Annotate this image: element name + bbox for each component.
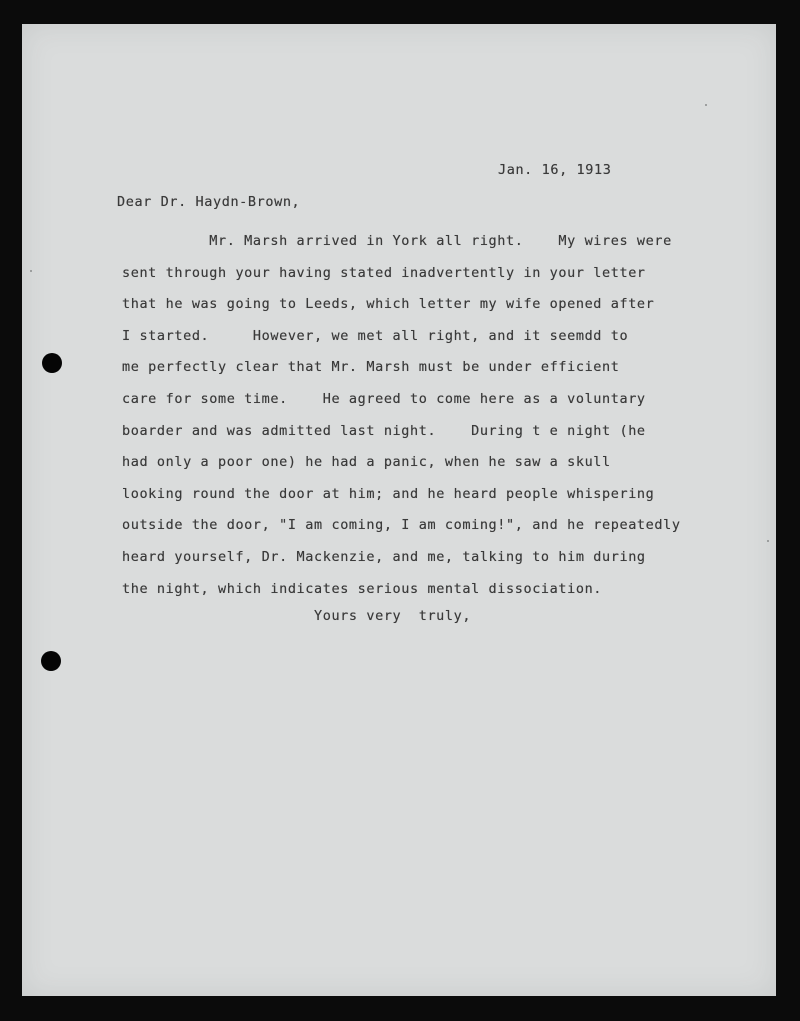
letter-body-line: looking round the door at him; and he heard people whispering: [122, 485, 655, 502]
letter-body-line: that he was going to Leeds, which letter my wife opened after: [122, 296, 655, 313]
letter-closing: Yours very truly,: [314, 608, 472, 624]
letter-page: [22, 24, 776, 996]
letter-date: Jan. 16, 1913: [498, 162, 612, 178]
letter-body-line: the night, which indicates serious mental dissociation.: [122, 580, 603, 597]
punch-hole-bottom: [41, 651, 61, 671]
letter-body-line: me perfectly clear that Mr. Marsh must be under efficient: [122, 359, 620, 376]
letter-salutation: Dear Dr. Haydn-Brown,: [117, 194, 301, 210]
letter-body-line: had only a poor one) he had a panic, when he saw a skull: [122, 454, 611, 471]
letter-body-line: heard yourself, Dr. Mackenzie, and me, talking to him during: [122, 548, 646, 565]
letter-body-line: care for some time. He agreed to come here as a voluntary: [122, 390, 646, 407]
letter-body: [122, 231, 681, 610]
letter-body-line: Mr. Marsh arrived in York all right. My wires were: [122, 233, 672, 249]
letter-body-line: outside the door, "I am coming, I am coming!", and he repeatedly: [122, 517, 681, 534]
paper-speck: [705, 104, 707, 106]
paper-speck: [30, 270, 32, 272]
letter-body-line: sent through your having stated inadvertently in your letter: [122, 264, 646, 281]
paper-speck: [767, 540, 769, 542]
letter-body-line: I started. However, we met all right, and it seemdd to: [122, 327, 629, 344]
letter-body-line: boarder and was admitted last night. During t e night (he: [122, 422, 646, 439]
punch-hole-top: [42, 353, 62, 373]
